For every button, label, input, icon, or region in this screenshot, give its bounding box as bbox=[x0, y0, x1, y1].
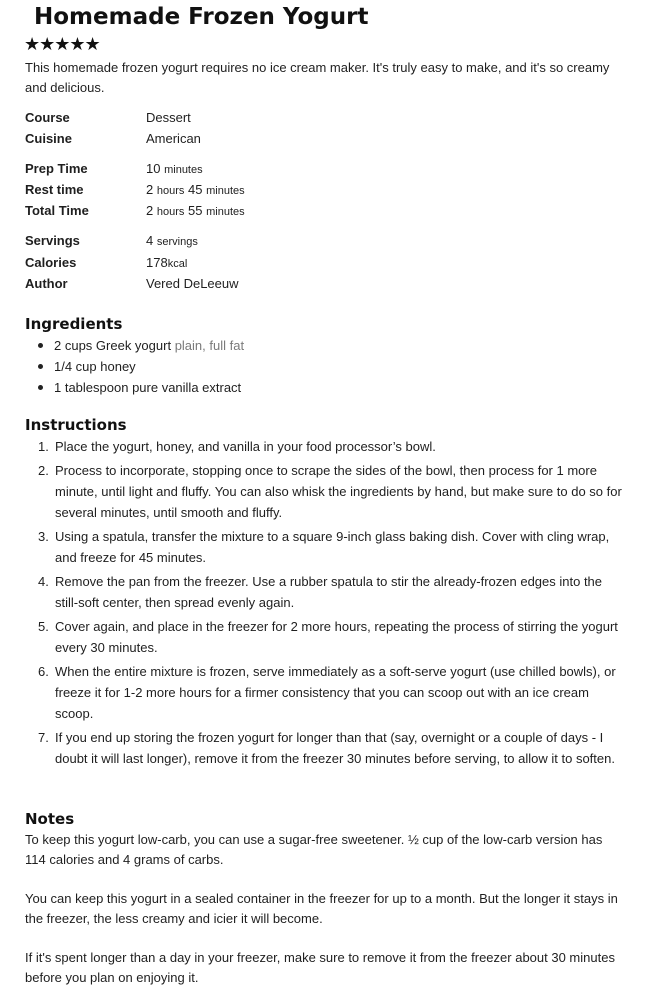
step-number: 4. bbox=[38, 574, 49, 589]
total-time-hours-unit: hours bbox=[156, 206, 185, 218]
instruction-step bbox=[25, 526, 625, 568]
step-text: When the entire mixture is frozen, serve immediately as a soft-serve yogurt (use chilled bowls), or freeze it for 1-2 more hours for a firmer consistency that you can scoop out with an ice cream scoop. bbox=[55, 664, 616, 721]
calories-unit: kcal bbox=[167, 258, 188, 270]
servings-label: Servings bbox=[25, 233, 80, 248]
course-label: Course bbox=[25, 110, 70, 125]
instruction-step bbox=[25, 460, 625, 523]
servings-unit: servings bbox=[156, 236, 198, 248]
calories-number: 178 bbox=[146, 255, 168, 270]
ingredients-heading: Ingredients bbox=[25, 315, 123, 333]
instructions-heading: Instructions bbox=[25, 416, 127, 434]
recipe-summary: This homemade frozen yogurt requires no ice cream maker. It's truly easy to make, and it's so creamy and delicious. bbox=[25, 60, 610, 95]
servings-number[interactable]: 4 bbox=[146, 233, 154, 248]
step-text: Process to incorporate, stopping once to scrape the sides of the bowl, then process for 1 more minute, until light and fluffy. You can also whisk the ingredients by hand, but make sure to do so for several minutes, until smooth and fluffy. bbox=[55, 463, 622, 520]
ingredient-item bbox=[25, 356, 625, 377]
ingredient-text: 1 tablespoon pure vanilla extract bbox=[54, 380, 242, 395]
total-time-hours: 2 bbox=[146, 203, 154, 218]
instruction-step bbox=[25, 436, 625, 457]
rest-time-label: Rest time bbox=[25, 182, 84, 197]
instruction-step bbox=[25, 571, 625, 613]
instruction-step bbox=[25, 661, 625, 724]
ingredient-note: plain, full fat bbox=[174, 338, 245, 353]
instruction-step bbox=[25, 727, 625, 769]
step-text: Cover again, and place in the freezer for 2 more hours, repeating the process of stirring the yogurt every 30 minutes. bbox=[55, 619, 618, 655]
note-paragraph: To keep this yogurt low-carb, you can use a sugar-free sweetener. ½ cup of the low-carb version has 114 calories and 4 grams of carbs. bbox=[25, 832, 603, 867]
rest-time-hours: 2 bbox=[146, 182, 154, 197]
calories-value bbox=[146, 253, 187, 274]
note-paragraph: If it's spent longer than a day in your freezer, make sure to remove it from the freezer about 30 minutes before you plan on enjoying it. bbox=[25, 950, 615, 985]
author-value: Vered DeLeeuw bbox=[146, 276, 239, 291]
step-number: 5. bbox=[38, 619, 49, 634]
step-text: Using a spatula, transfer the mixture to a square 9-inch glass baking dish. Cover with cling wrap, and freeze for 45 minutes. bbox=[55, 529, 610, 565]
prep-time-label: Prep Time bbox=[25, 161, 88, 176]
total-time-value bbox=[146, 201, 245, 222]
cuisine-label: Cuisine bbox=[25, 131, 72, 146]
prep-time-value bbox=[146, 159, 203, 180]
ingredient-text: 2 cups Greek yogurt bbox=[54, 338, 172, 353]
instruction-step bbox=[25, 616, 625, 658]
step-number: 2. bbox=[38, 463, 49, 478]
step-text: Place the yogurt, honey, and vanilla in your food processor’s bowl. bbox=[55, 439, 436, 454]
notes-body bbox=[25, 830, 625, 1007]
ingredient-text: 1/4 cup honey bbox=[54, 359, 136, 374]
instructions-list bbox=[25, 436, 625, 772]
step-text: Remove the pan from the freezer. Use a rubber spatula to stir the already-frozen edges into the still-soft center, then spread evenly again. bbox=[55, 574, 603, 610]
rest-time-value bbox=[146, 180, 245, 201]
recipe-title: Homemade Frozen Yogurt bbox=[34, 4, 369, 30]
ingredient-item bbox=[25, 377, 625, 398]
prep-time-unit: minutes bbox=[164, 164, 203, 176]
rest-time-minutes: 45 bbox=[188, 182, 203, 197]
notes-heading: Notes bbox=[25, 810, 75, 828]
ingredient-item bbox=[25, 335, 625, 356]
ingredients-list bbox=[25, 335, 625, 398]
total-time-minutes-unit: minutes bbox=[206, 206, 245, 218]
step-number: 3. bbox=[38, 529, 49, 544]
note-paragraph: You can keep this yogurt in a sealed container in the freezer for up to a month. But the longer it stays in the freezer, the less creamy and icier it will become. bbox=[25, 891, 618, 926]
step-number: 1. bbox=[38, 439, 49, 454]
step-text: If you end up storing the frozen yogurt for longer than that (say, overnight or a couple of days - I doubt it will last longer), remove it from the freezer 30 minutes before serving, to allow it to soften. bbox=[55, 730, 615, 766]
calories-label: Calories bbox=[25, 255, 77, 270]
servings-value[interactable] bbox=[146, 231, 198, 252]
rest-time-hours-unit: hours bbox=[156, 185, 185, 197]
step-number: 7. bbox=[38, 730, 49, 745]
step-number: 6. bbox=[38, 664, 49, 679]
author-label: Author bbox=[25, 276, 68, 291]
total-time-label: Total Time bbox=[25, 203, 89, 218]
rest-time-minutes-unit: minutes bbox=[206, 185, 245, 197]
prep-time-number: 10 bbox=[146, 161, 161, 176]
total-time-minutes: 55 bbox=[188, 203, 203, 218]
cuisine-value: American bbox=[146, 131, 201, 146]
rating-stars-icon[interactable]: ★★★★★ bbox=[24, 34, 100, 54]
course-value: Dessert bbox=[146, 110, 191, 125]
